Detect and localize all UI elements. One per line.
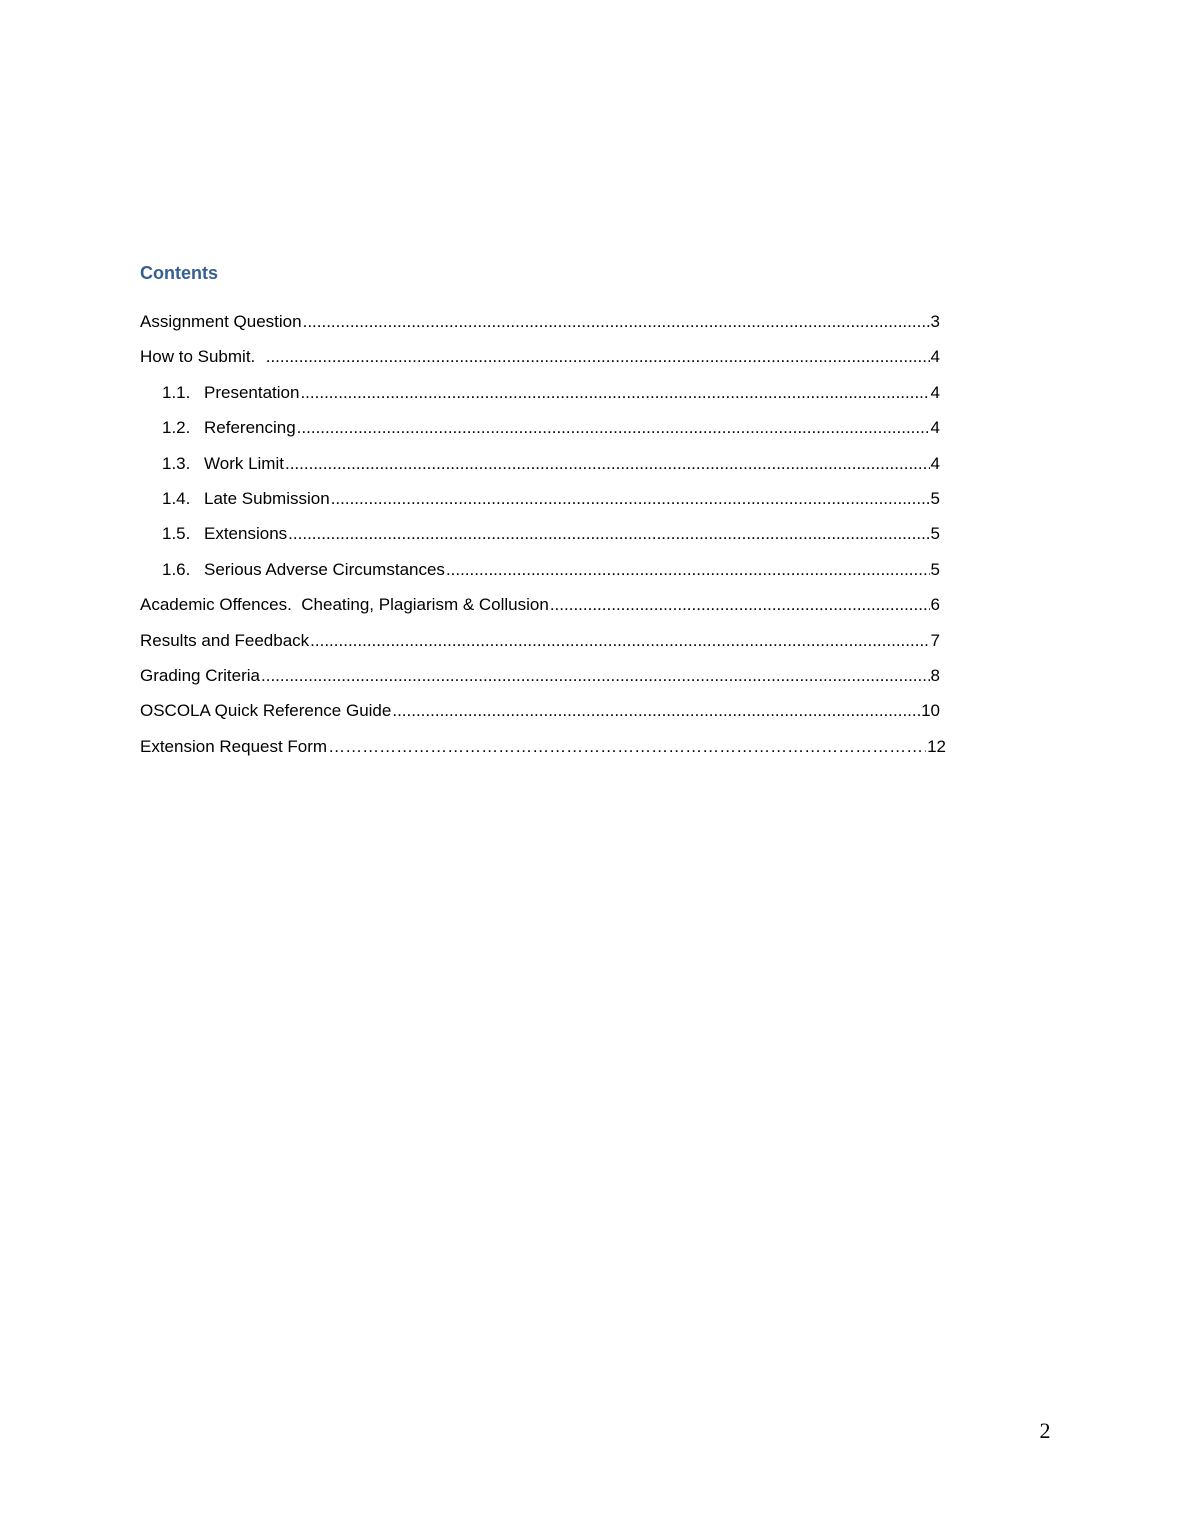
toc-entry-text: OSCOLA Quick Reference Guide [140,701,392,721]
toc-entry-text: Academic Offences. Cheating, Plagiarism & Collusion [140,595,549,615]
toc-entry-work-limit[interactable] [140,453,940,488]
toc-entry-text: Results and Feedback [140,630,310,650]
toc-dot-leader [446,559,930,581]
toc-entry-text: Extensions [204,524,288,544]
toc-entry-how-to-submit[interactable] [140,346,940,381]
toc-entry-number: 1.3. [162,453,191,473]
toc-entry-text: Presentation [204,382,300,402]
toc-heading: Contents [140,263,218,283]
toc-entry-text: Serious Adverse Circumstances [204,559,445,579]
toc-entry-text: Work Limit [204,453,284,473]
toc-entry-number: 1.1. [162,382,191,402]
toc-entry-number: 1.5. [162,524,191,544]
toc-entry-results-and-feedback[interactable] [140,630,940,665]
toc-dot-leader [310,630,929,652]
toc-entry-oscola-quick-reference-guide[interactable] [140,700,940,735]
page-number: 2 [1039,1418,1051,1443]
toc-entry-extensions[interactable] [140,523,940,558]
toc-entry-number: 1.6. [162,559,191,579]
toc-entry-presentation[interactable] [140,382,940,417]
toc-dot-leader [266,346,930,368]
toc-entry-serious-adverse-circumstances[interactable] [140,559,940,594]
toc-entry-number: 1.4. [162,488,191,508]
toc-dot-leader [328,736,926,758]
table-of-contents [140,311,946,771]
toc-entry-page: 10 [921,701,940,721]
toc-dot-leader [297,417,930,439]
toc-entry-page: 5 [930,524,940,544]
toc-entry-page: 6 [930,595,940,615]
toc-entry-page: 3 [930,312,940,331]
toc-entry-grading-criteria[interactable] [140,665,940,700]
toc-dot-leader [392,700,920,722]
toc-entry-page: 4 [930,418,940,438]
toc-entry-page: 5 [930,488,940,508]
toc-entry-text: Extension Request Form [140,736,328,756]
toc-dot-leader [550,594,930,616]
toc-entry-text: Assignment Question [140,312,302,331]
toc-entry-text: Grading Criteria [140,665,260,685]
toc-dot-leader [303,311,930,333]
toc-entry-late-submission[interactable] [140,488,940,523]
toc-entry-page: 8 [930,665,940,685]
toc-entry-text: Referencing [204,418,296,438]
toc-entry-page: 5 [930,559,940,579]
toc-entry-extension-request-form[interactable] [140,736,946,771]
toc-entry-page: 4 [930,382,940,402]
toc-dot-leader [331,488,930,510]
toc-entry-page: 7 [930,630,940,650]
toc-entry-page: 4 [930,347,940,367]
toc-dot-leader [288,523,929,545]
toc-dot-leader [300,382,929,404]
toc-entry-referencing[interactable] [140,417,940,452]
toc-entry-page: 4 [930,453,940,473]
toc-entry-text: How to Submit. [140,347,265,367]
toc-entry-number: 1.2. [162,418,191,438]
toc-dot-leader [285,453,930,475]
toc-entry-assignment-question[interactable] [140,311,940,346]
toc-dot-leader [261,665,930,687]
toc-entry-page: 12 [927,736,946,756]
toc-entry-academic-offences[interactable] [140,594,940,629]
toc-entry-text: Late Submission [204,488,330,508]
